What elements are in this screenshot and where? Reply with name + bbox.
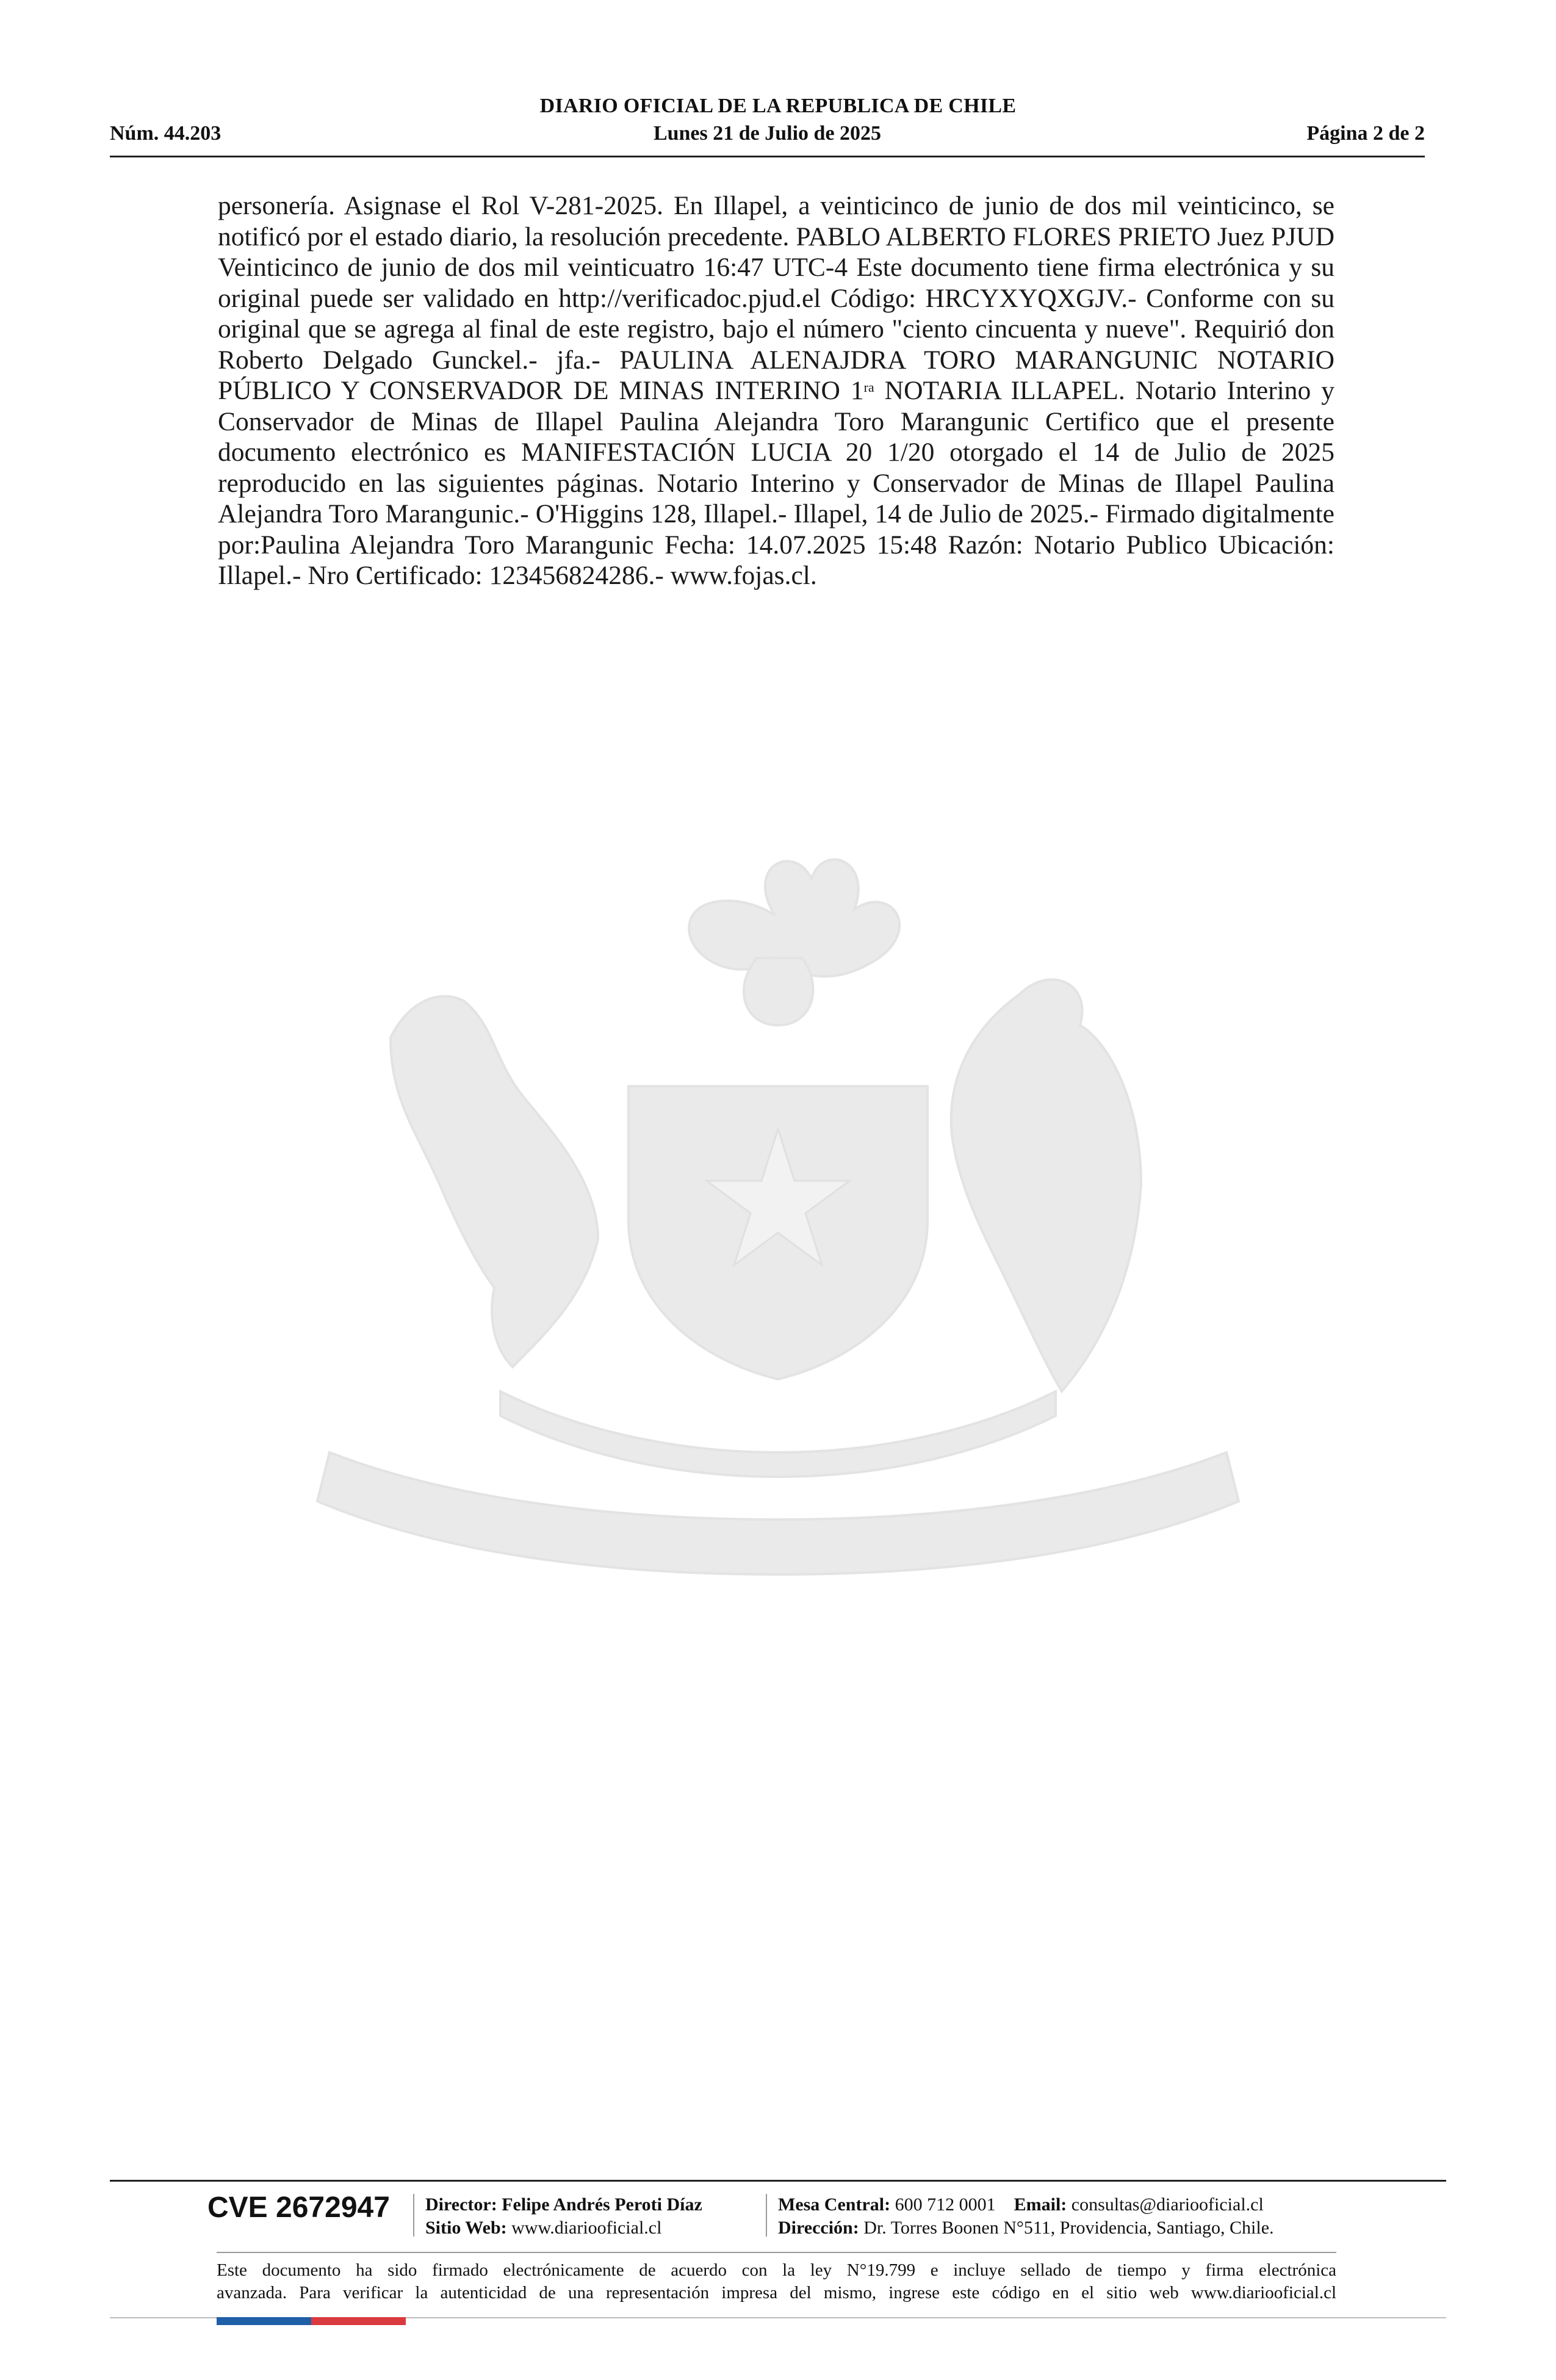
- body-paragraph: [218, 190, 1334, 591]
- footer-contact-block: [778, 2193, 1274, 2240]
- director-name: Felipe Andrés Peroti Díaz: [502, 2194, 702, 2215]
- footer-divider-middle: [217, 2252, 1336, 2253]
- cve-code: CVE 2672947: [207, 2191, 390, 2224]
- issue-number: Núm. 44.203: [110, 122, 222, 145]
- mesa-central-phone: 600 712 0001: [895, 2194, 996, 2215]
- body-text-part-2: NOTARIA ILLAPEL. Notario Interino y Conservador de Minas de Illapel Paulina Alejandra Toro Marangunic Certifico que el presente documento electrónico es MANIFESTACIÓN LUCIA 20 1/20 otorgado el 14 de Julio de 2025 reproducido en las siguientes páginas. Notario Interino y Conservador de Minas de Illapel Paulina Alejandra Toro Marangunic.- O'Higgins 128, Illapel.- Illapel, 14 de Julio de 2025.- Firmado digitalmente por:Paulina Alejandra Toro Marangunic Fecha: 14.07.2025 15:48 Razón: Notario Publico Ubicación: Illapel.- Nro Certificado: 123456824286.- www.fojas.cl.: [218, 376, 1334, 590]
- director-label: Director:: [425, 2194, 497, 2215]
- address-label: Dirección:: [778, 2218, 859, 2238]
- legal-notice-line-2: avanzada. Para verificar la autenticidad de una representación impresa del mismo, ingrese este código en el sitio web www.diariooficial.cl: [217, 2283, 1336, 2302]
- header-divider: [110, 156, 1425, 157]
- footer-separator: [413, 2194, 414, 2237]
- page-indicator: Página 2 de 2: [1306, 122, 1425, 145]
- ordinal-superscript: ra: [863, 380, 874, 395]
- footer-director-block: [425, 2193, 702, 2240]
- newspaper-title: DIARIO OFICIAL DE LA REPUBLICA DE CHILE: [539, 95, 1017, 117]
- flag-stripe-red: [311, 2317, 406, 2325]
- header-meta-row: [110, 122, 1425, 149]
- legal-notice-line-1: Este documento ha sido firmado electrónicamente de acuerdo con la ley N°19.799 e incluye sellado de tiempo y firma electrónica: [217, 2260, 1336, 2280]
- footer-divider-top: [110, 2180, 1446, 2182]
- mesa-central-label: Mesa Central:: [778, 2194, 891, 2215]
- issue-date: Lunes 21 de Julio de 2025: [653, 122, 882, 145]
- website-label: Sitio Web:: [425, 2218, 507, 2238]
- email-link[interactable]: consultas@diariooficial.cl: [1071, 2194, 1264, 2215]
- electronic-signature-notice: [217, 2259, 1336, 2304]
- flag-stripe-blue: [217, 2317, 311, 2325]
- website-link[interactable]: www.diariooficial.cl: [511, 2218, 662, 2238]
- footer-separator: [766, 2194, 767, 2237]
- email-label: Email:: [1014, 2194, 1067, 2215]
- body-text-part-1: personería. Asignase el Rol V-281-2025. En Illapel, a veinticinco de junio de dos mil veinticinco, se notificó por el estado diario, la resolución precedente. PABLO ALBERTO FLORES PRIETO Juez PJUD Veinticinco de junio de dos mil veinticuatro 16:47 UTC-4 Este documento tiene firma electrónica y su original puede ser validado en http://verificadoc.pjud.el Código: HRCYXYQXGJV.- Conforme con su original que se agrega al final de este registro, bajo el número "ciento cincuenta y nueve". Requirió don Roberto Delgado Gunckel.- jfa.- PAULINA ALENAJDRA TORO MARANGUNIC NOTARIO PÚBLICO Y CONSERVADOR DE MINAS INTERINO 1: [218, 191, 1334, 405]
- coat-of-arms-icon: [207, 842, 1349, 1672]
- coat-of-arms-watermark: [207, 842, 1349, 1672]
- address-value: Dr. Torres Boonen N°511, Providencia, Santiago, Chile.: [863, 2218, 1274, 2238]
